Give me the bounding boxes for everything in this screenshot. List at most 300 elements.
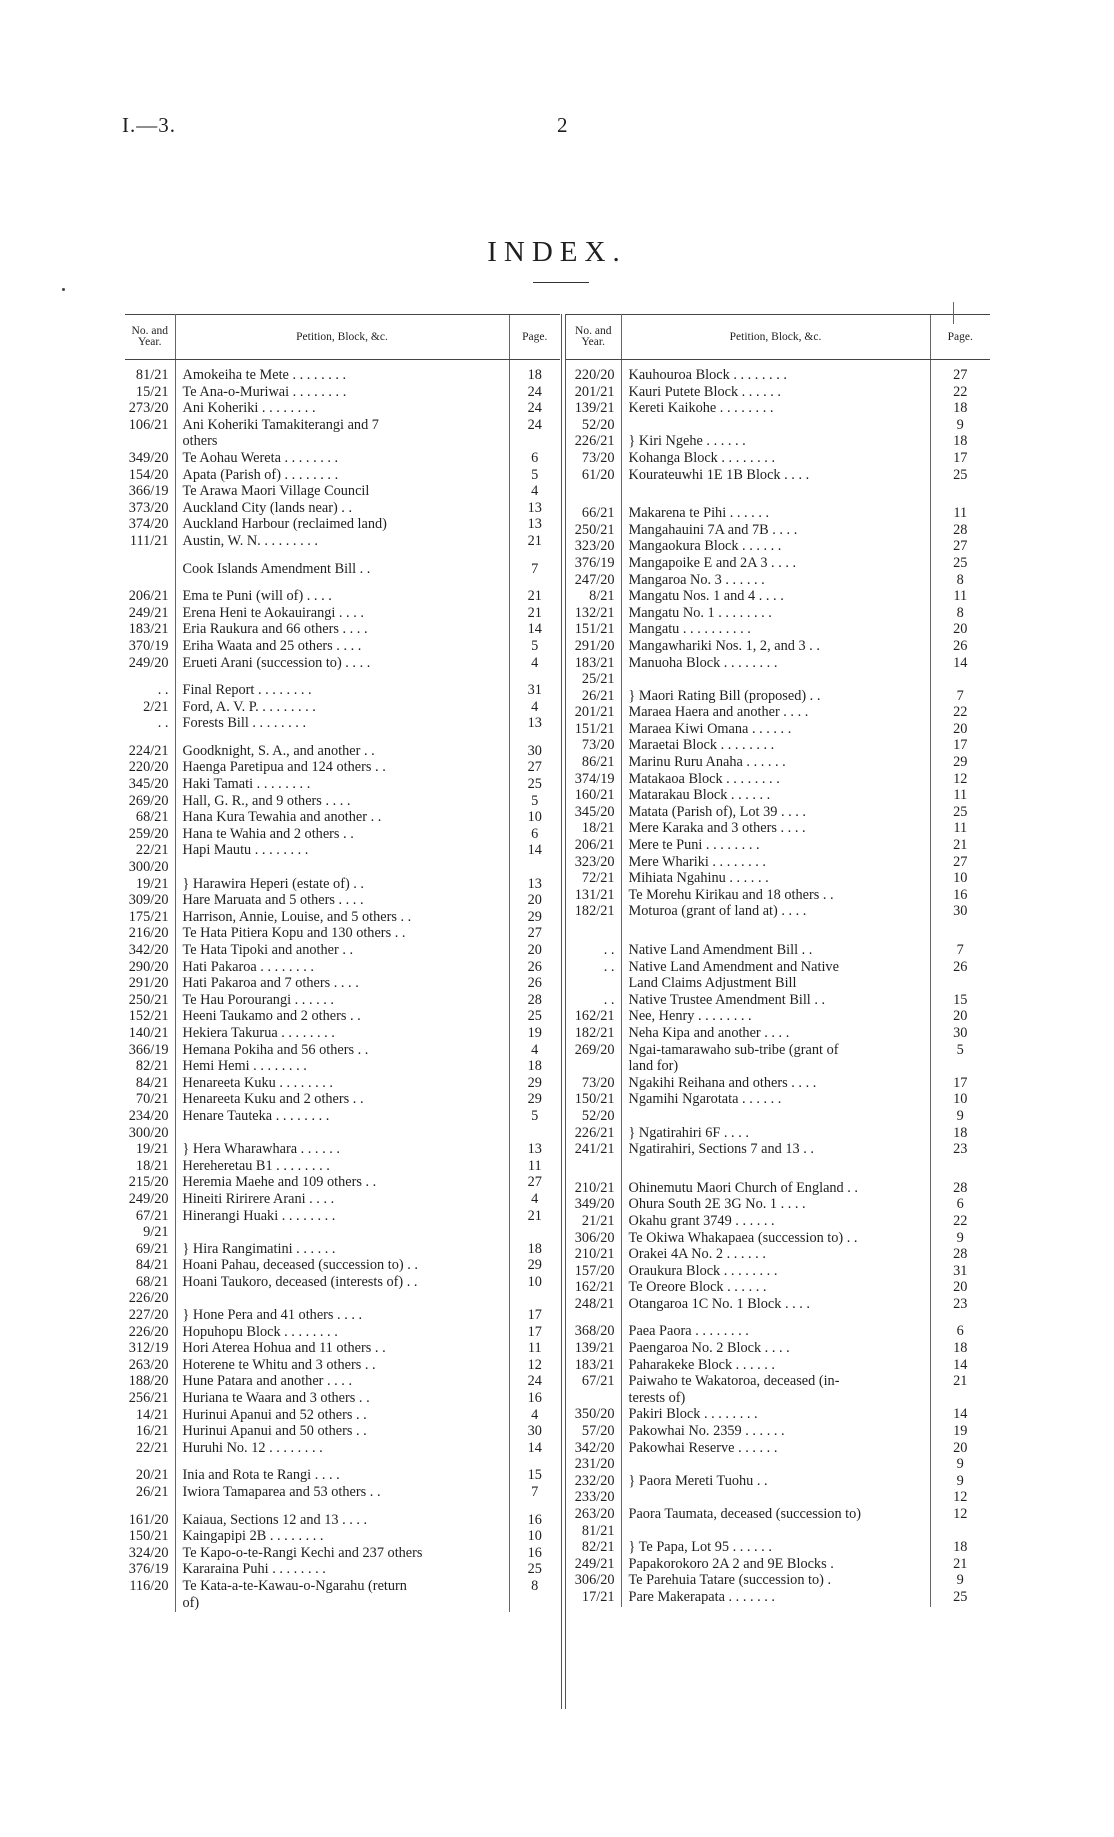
petition-cell: terests of): [628, 1390, 686, 1406]
page-cell: 28: [930, 1247, 990, 1264]
index-row: [125, 1291, 560, 1308]
index-row: [125, 683, 560, 700]
petition-cell: Hurinui Apanui and 52 others . .: [182, 1407, 367, 1423]
index-row: [566, 622, 990, 639]
petition-cell: Harrison, Annie, Louise, and 5 others . .: [182, 909, 412, 925]
index-row: [566, 1214, 990, 1231]
no-year-cell: 368/20: [566, 1324, 621, 1341]
page-cell: 21: [509, 589, 560, 606]
row-spacer: [125, 1457, 560, 1468]
no-year-cell: 210/21: [566, 1247, 621, 1264]
row-spacer: [125, 672, 560, 683]
petition-cell: Matata (Parish of), Lot 39 . . . .: [628, 804, 806, 820]
page-cell: 25: [509, 1562, 560, 1579]
petition-cell: Makarena te Pihi . . . . . .: [628, 506, 770, 522]
index-row: [125, 810, 560, 827]
index-row: [125, 360, 560, 385]
petition-cell: Hana Kura Tewahia and another . .: [182, 810, 382, 826]
spacer-cell: [175, 578, 509, 589]
index-row: [566, 1507, 990, 1524]
page-cell: [930, 1059, 990, 1076]
no-year-cell: 151/21: [566, 622, 621, 639]
page-cell: 26: [509, 960, 560, 977]
petition-cell: Mere te Puni . . . . . . . .: [628, 838, 760, 854]
index-row: [566, 1324, 990, 1341]
spacer-cell: [125, 672, 175, 683]
petition-cell: [175, 860, 509, 877]
petition-cell: Maraetai Block . . . . . . . .: [628, 738, 775, 754]
page-cell: 16: [930, 888, 990, 905]
page-cell: 25: [930, 468, 990, 485]
petition-cell: [621, 1490, 930, 1507]
index-row: [125, 1529, 560, 1546]
page-cell: 31: [930, 1264, 990, 1281]
no-year-cell: 373/20: [125, 501, 175, 518]
petition-cell: Amokeiha te Mete . . . . . . . .: [182, 367, 347, 383]
index-row: [566, 1358, 990, 1375]
page-cell: 21: [930, 1374, 990, 1391]
spacer-cell: [125, 551, 175, 562]
no-year-cell: 306/20: [566, 1231, 621, 1248]
no-year-cell: 14/21: [125, 1408, 175, 1425]
page-cell: 20: [930, 1009, 990, 1026]
no-year-cell: 57/20: [566, 1424, 621, 1441]
index-row: [125, 1126, 560, 1143]
no-year-cell: 154/20: [125, 468, 175, 485]
index-row: [566, 1490, 990, 1507]
page-cell: 18: [509, 360, 560, 385]
page-cell: 6: [509, 451, 560, 468]
no-year-cell: 269/20: [125, 794, 175, 811]
no-year-cell: 68/21: [125, 810, 175, 827]
petition-cell: Austin, W. N. . . . . . . . .: [182, 533, 318, 549]
index-row: [125, 1159, 560, 1176]
petition-cell: Native Trustee Amendment Bill . .: [628, 992, 826, 1008]
spacer-cell: [930, 484, 990, 495]
row-spacer: [125, 551, 560, 562]
page-cell: 13: [509, 501, 560, 518]
index-table-right: [566, 314, 990, 1607]
petition-cell: Erueti Arani (succession to) . . . .: [182, 655, 371, 671]
index-row: [125, 943, 560, 960]
petition-cell: Erena Heni te Aokauirangi . . . .: [182, 605, 364, 621]
no-year-cell: 22/21: [125, 843, 175, 860]
page-cell: 8: [930, 573, 990, 590]
index-row: [566, 1374, 990, 1391]
no-year-cell: 26/21: [566, 689, 621, 706]
no-year-cell: 152/21: [125, 1009, 175, 1026]
index-row: [566, 1341, 990, 1358]
spacer-cell: [621, 1170, 930, 1181]
petition-cell: Kauri Putete Block . . . . . .: [628, 384, 781, 400]
no-year-cell: 201/21: [566, 705, 621, 722]
petition-cell: Pakowhai No. 2359 . . . . . .: [628, 1424, 785, 1440]
petition-cell: } Ngatirahiri 6F . . . .: [628, 1125, 749, 1141]
no-year-cell: 300/20: [125, 1126, 175, 1143]
petition-cell: Te Kapo-o-te-Rangi Kechi and 237 others: [182, 1545, 423, 1561]
page-cell: 7: [930, 689, 990, 706]
index-row: [125, 960, 560, 977]
index-row: [566, 772, 990, 789]
petition-cell: Matarakau Block . . . . . .: [628, 788, 771, 804]
page-cell: 15: [930, 993, 990, 1010]
page-cell: 17: [930, 738, 990, 755]
page-cell: 29: [509, 1092, 560, 1109]
index-row: [125, 860, 560, 877]
index-row: [566, 360, 990, 385]
index-row: [125, 843, 560, 860]
petition-cell: Hoterene te Whitu and 3 others . .: [182, 1357, 376, 1373]
no-year-cell: 345/20: [125, 777, 175, 794]
column-header-page: Page.: [930, 315, 990, 360]
index-row: [566, 385, 990, 402]
no-year-cell: 20/21: [125, 1468, 175, 1485]
index-row: [566, 656, 990, 673]
page-cell: [930, 1391, 990, 1408]
no-year-cell: 9/21: [125, 1225, 175, 1242]
no-year-cell: 345/20: [566, 805, 621, 822]
petition-cell: [621, 672, 930, 689]
spacer-cell: [566, 1159, 621, 1170]
no-year-cell: 250/21: [566, 523, 621, 540]
page-cell: 4: [509, 700, 560, 717]
spacer-cell: [621, 921, 930, 932]
petition-cell: Paengaroa No. 2 Block . . . .: [628, 1341, 790, 1357]
page-cell: 16: [509, 1546, 560, 1563]
petition-cell: Eriha Waata and 25 others . . . .: [182, 638, 362, 654]
index-row: [566, 960, 990, 977]
page-cell: 7: [930, 943, 990, 960]
petition-cell: Nee, Henry . . . . . . . .: [628, 1009, 752, 1025]
petition-cell: } Harawira Heperi (estate of) . .: [182, 876, 365, 892]
no-year-cell: 131/21: [566, 888, 621, 905]
index-row: [566, 904, 990, 921]
no-year-cell: 16/21: [125, 1424, 175, 1441]
index-row: [125, 1009, 560, 1026]
index-row: [566, 838, 990, 855]
column-header-no-year: No. and Year.: [125, 315, 175, 360]
page-cell: 9: [930, 1573, 990, 1590]
petition-cell: Goodknight, S. A., and another . .: [182, 743, 375, 759]
margin-mark: [62, 288, 65, 291]
index-row: [125, 1175, 560, 1192]
no-year-cell: 182/21: [566, 1026, 621, 1043]
row-spacer: [566, 484, 990, 495]
index-row: [566, 689, 990, 706]
column-header-page: Page.: [509, 315, 560, 360]
index-row: [566, 1059, 990, 1076]
no-year-cell: 160/21: [566, 788, 621, 805]
no-year-cell: 67/21: [125, 1209, 175, 1226]
index-row: [566, 1457, 990, 1474]
petition-cell: Native Land Amendment and Native: [628, 959, 839, 975]
page-cell: 17: [509, 1325, 560, 1342]
index-row: [566, 606, 990, 623]
no-year-cell: 183/21: [566, 656, 621, 673]
no-year-cell: 376/19: [566, 556, 621, 573]
petition-cell: Hoani Pahau, deceased (succession to) . .: [182, 1258, 418, 1274]
index-row: [566, 722, 990, 739]
row-spacer: [566, 495, 990, 506]
no-year-cell: 234/20: [125, 1109, 175, 1126]
no-year-cell: 162/21: [566, 1009, 621, 1026]
page-cell: 27: [509, 1175, 560, 1192]
no-year-cell: [566, 1391, 621, 1408]
page-cell: 11: [509, 1341, 560, 1358]
index-row: [566, 1391, 990, 1408]
no-year-cell: 291/20: [125, 976, 175, 993]
index-row: [566, 1407, 990, 1424]
page-cell: 20: [930, 622, 990, 639]
no-year-cell: 249/20: [125, 1192, 175, 1209]
index-row: [566, 1441, 990, 1458]
no-year-cell: 366/19: [125, 1043, 175, 1060]
petition-cell: Kohanga Block . . . . . . . .: [628, 450, 776, 466]
spacer-cell: [509, 672, 560, 683]
index-row: [566, 1026, 990, 1043]
index-row: [125, 760, 560, 777]
index-row: [125, 1043, 560, 1060]
index-row: [566, 1247, 990, 1264]
page-cell: 14: [930, 1407, 990, 1424]
page-cell: 12: [930, 1507, 990, 1524]
page-cell: 29: [509, 910, 560, 927]
petition-cell: Ohinemutu Maori Church of England . .: [628, 1180, 859, 1196]
no-year-cell: 220/20: [566, 360, 621, 385]
page-cell: 28: [509, 993, 560, 1010]
page-title: INDEX.: [487, 236, 627, 268]
petition-cell: Hemana Pokiha and 56 others . .: [182, 1042, 369, 1058]
index-rows-right: [566, 360, 990, 1607]
no-year-cell: 342/20: [125, 943, 175, 960]
page-cell: 7: [509, 562, 560, 579]
petition-cell: Mangatu Nos. 1 and 4 . . . .: [628, 589, 784, 605]
petition-cell: Hune Patara and another . . . .: [182, 1374, 353, 1390]
column-header-petition: Petition, Block, &c.: [621, 315, 930, 360]
spacer-cell: [566, 932, 621, 943]
no-year-cell: [566, 976, 621, 993]
no-year-cell: 66/21: [566, 506, 621, 523]
no-year-cell: . .: [125, 683, 175, 700]
index-row: [566, 451, 990, 468]
page-cell: 22: [930, 705, 990, 722]
no-year-cell: 269/20: [566, 1043, 621, 1060]
no-year-cell: 150/21: [566, 1092, 621, 1109]
no-year-cell: 324/20: [125, 1546, 175, 1563]
no-year-cell: 183/21: [125, 622, 175, 639]
row-spacer: [566, 1313, 990, 1324]
index-row: [125, 639, 560, 656]
petition-cell: Ford, A. V. P. . . . . . . . .: [182, 699, 316, 715]
petition-cell: Kourateuwhi 1E 1B Block . . . .: [628, 467, 810, 483]
no-year-cell: 162/21: [566, 1280, 621, 1297]
index-row: [566, 401, 990, 418]
no-year-cell: 290/20: [125, 960, 175, 977]
petition-cell: Mangatu No. 1 . . . . . . . .: [628, 605, 772, 621]
index-row: [566, 993, 990, 1010]
page-cell: 29: [930, 755, 990, 772]
spacer-cell: [509, 733, 560, 744]
index-row: [125, 910, 560, 927]
column-header-petition: Petition, Block, &c.: [175, 315, 509, 360]
spacer-cell: [125, 733, 175, 744]
index-row: [125, 606, 560, 623]
spacer-cell: [509, 1502, 560, 1513]
page-cell: 12: [930, 772, 990, 789]
petition-cell: Moturoa (grant of land at) . . . .: [628, 904, 807, 920]
no-year-cell: 349/20: [125, 451, 175, 468]
index-row: [125, 1275, 560, 1292]
index-row: [566, 888, 990, 905]
page-cell: 18: [930, 1126, 990, 1143]
page-cell: [509, 434, 560, 451]
spacer-cell: [930, 1313, 990, 1324]
spacer-cell: [621, 1159, 930, 1170]
petition-cell: Mere Karaka and 3 others . . . .: [628, 821, 806, 837]
page-cell: 9: [930, 418, 990, 435]
no-year-cell: 227/20: [125, 1308, 175, 1325]
page-cell: 27: [930, 539, 990, 556]
title-rule: [533, 282, 589, 283]
page-cell: 28: [930, 1181, 990, 1198]
petition-cell: Hineiti Ririrere Arani . . . .: [182, 1191, 335, 1207]
page-cell: 14: [509, 843, 560, 860]
no-year-cell: 323/20: [566, 539, 621, 556]
page-cell: 17: [930, 451, 990, 468]
petition-cell: Papakorokoro 2A 2 and 9E Blocks .: [628, 1556, 834, 1572]
index-row: [125, 1468, 560, 1485]
index-rows-left: [125, 360, 560, 1613]
no-year-cell: [125, 562, 175, 579]
no-year-cell: 376/19: [125, 1562, 175, 1579]
page-cell: 6: [509, 827, 560, 844]
index-row: [566, 1557, 990, 1574]
index-table-left: [125, 314, 560, 1612]
page-cell: 9: [930, 1457, 990, 1474]
no-year-cell: 374/19: [566, 772, 621, 789]
page-cell: 6: [930, 1324, 990, 1341]
index-row: [566, 1142, 990, 1159]
petition-cell: Henare Tauteka . . . . . . . .: [182, 1108, 330, 1124]
no-year-cell: 18/21: [566, 821, 621, 838]
no-year-cell: . .: [566, 943, 621, 960]
petition-cell: Hekiera Takurua . . . . . . . .: [182, 1025, 335, 1041]
page-cell: 30: [930, 1026, 990, 1043]
row-spacer: [125, 578, 560, 589]
page-cell: 13: [509, 877, 560, 894]
petition-cell: Hati Pakaroa . . . . . . . .: [182, 959, 314, 975]
index-row: [125, 1408, 560, 1425]
page-cell: 5: [509, 468, 560, 485]
spacer-cell: [930, 921, 990, 932]
no-year-cell: 73/20: [566, 1076, 621, 1093]
page-cell: 21: [930, 838, 990, 855]
index-row: [125, 1341, 560, 1358]
index-row: [125, 976, 560, 993]
petition-cell: Okahu grant 3749 . . . . . .: [628, 1213, 775, 1229]
index-row: [566, 589, 990, 606]
petition-cell: others: [182, 434, 218, 450]
page-cell: 27: [509, 760, 560, 777]
index-row: [125, 1258, 560, 1275]
petition-cell: Iwiora Tamaparea and 53 others . .: [182, 1485, 381, 1500]
page-cell: [509, 1596, 560, 1613]
petition-cell: Manuoha Block . . . . . . . .: [628, 655, 778, 671]
page-cell: 18: [930, 1341, 990, 1358]
spacer-cell: [509, 551, 560, 562]
index-row: [125, 1579, 560, 1596]
spacer-cell: [175, 1502, 509, 1513]
petition-cell: Land Claims Adjustment Bill: [628, 976, 797, 992]
no-year-cell: 370/19: [125, 639, 175, 656]
page-cell: 22: [930, 1214, 990, 1231]
page-cell: 10: [509, 1529, 560, 1546]
index-row: [125, 468, 560, 485]
petition-cell: Auckland Harbour (reclaimed land): [182, 517, 387, 533]
index-row: [125, 1485, 560, 1502]
petition-cell: Kararaina Puhi . . . . . . . .: [182, 1562, 326, 1578]
petition-cell: Marinu Ruru Anaha . . . . . .: [628, 755, 786, 771]
no-year-cell: 70/21: [125, 1092, 175, 1109]
no-year-cell: 206/21: [566, 838, 621, 855]
index-row: [566, 855, 990, 872]
no-year-cell: 249/20: [125, 656, 175, 673]
no-year-cell: 249/21: [566, 1557, 621, 1574]
index-row: [566, 468, 990, 485]
index-row: [566, 434, 990, 451]
index-row: [566, 821, 990, 838]
index-row: [566, 556, 990, 573]
no-year-cell: 231/20: [566, 1457, 621, 1474]
index-row: [125, 1374, 560, 1391]
index-row: [125, 893, 560, 910]
petition-cell: Ohura South 2E 3G No. 1 . . . .: [628, 1197, 806, 1213]
no-year-cell: 249/21: [125, 606, 175, 623]
no-year-cell: 188/20: [125, 1374, 175, 1391]
column-header-no-year: No. and Year.: [566, 315, 621, 360]
petition-cell: } Hera Wharawhara . . . . . .: [182, 1142, 340, 1158]
index-row: [125, 700, 560, 717]
index-row: [125, 1076, 560, 1093]
no-year-cell: 300/20: [125, 860, 175, 877]
petition-cell: Hall, G. R., and 9 others . . . .: [182, 793, 351, 809]
page-cell: 13: [509, 517, 560, 534]
no-year-cell: 220/20: [125, 760, 175, 777]
page-cell: [930, 1524, 990, 1541]
index-row: [125, 716, 560, 733]
right-edge-rule: [953, 302, 954, 324]
page-cell: 5: [930, 1043, 990, 1060]
no-year-cell: 306/20: [566, 1573, 621, 1590]
petition-cell: Hana te Wahia and 2 others . .: [182, 826, 354, 842]
row-spacer: [566, 1159, 990, 1170]
spacer-cell: [621, 495, 930, 506]
page-cell: 24: [509, 418, 560, 435]
no-year-cell: 19/21: [125, 1142, 175, 1159]
petition-cell: Heeni Taukamo and 2 others . .: [182, 1009, 361, 1025]
petition-cell: Pakowhai Reserve . . . . . .: [628, 1440, 778, 1456]
page-cell: 18: [930, 434, 990, 451]
petition-cell: Maraea Haera and another . . . .: [628, 705, 809, 721]
index-row: [125, 1546, 560, 1563]
no-year-cell: 210/21: [566, 1181, 621, 1198]
index-row: [125, 434, 560, 451]
index-row: [566, 1126, 990, 1143]
index-row: [125, 418, 560, 435]
index-row: [125, 1026, 560, 1043]
no-year-cell: 73/20: [566, 451, 621, 468]
page-cell: 29: [509, 1076, 560, 1093]
